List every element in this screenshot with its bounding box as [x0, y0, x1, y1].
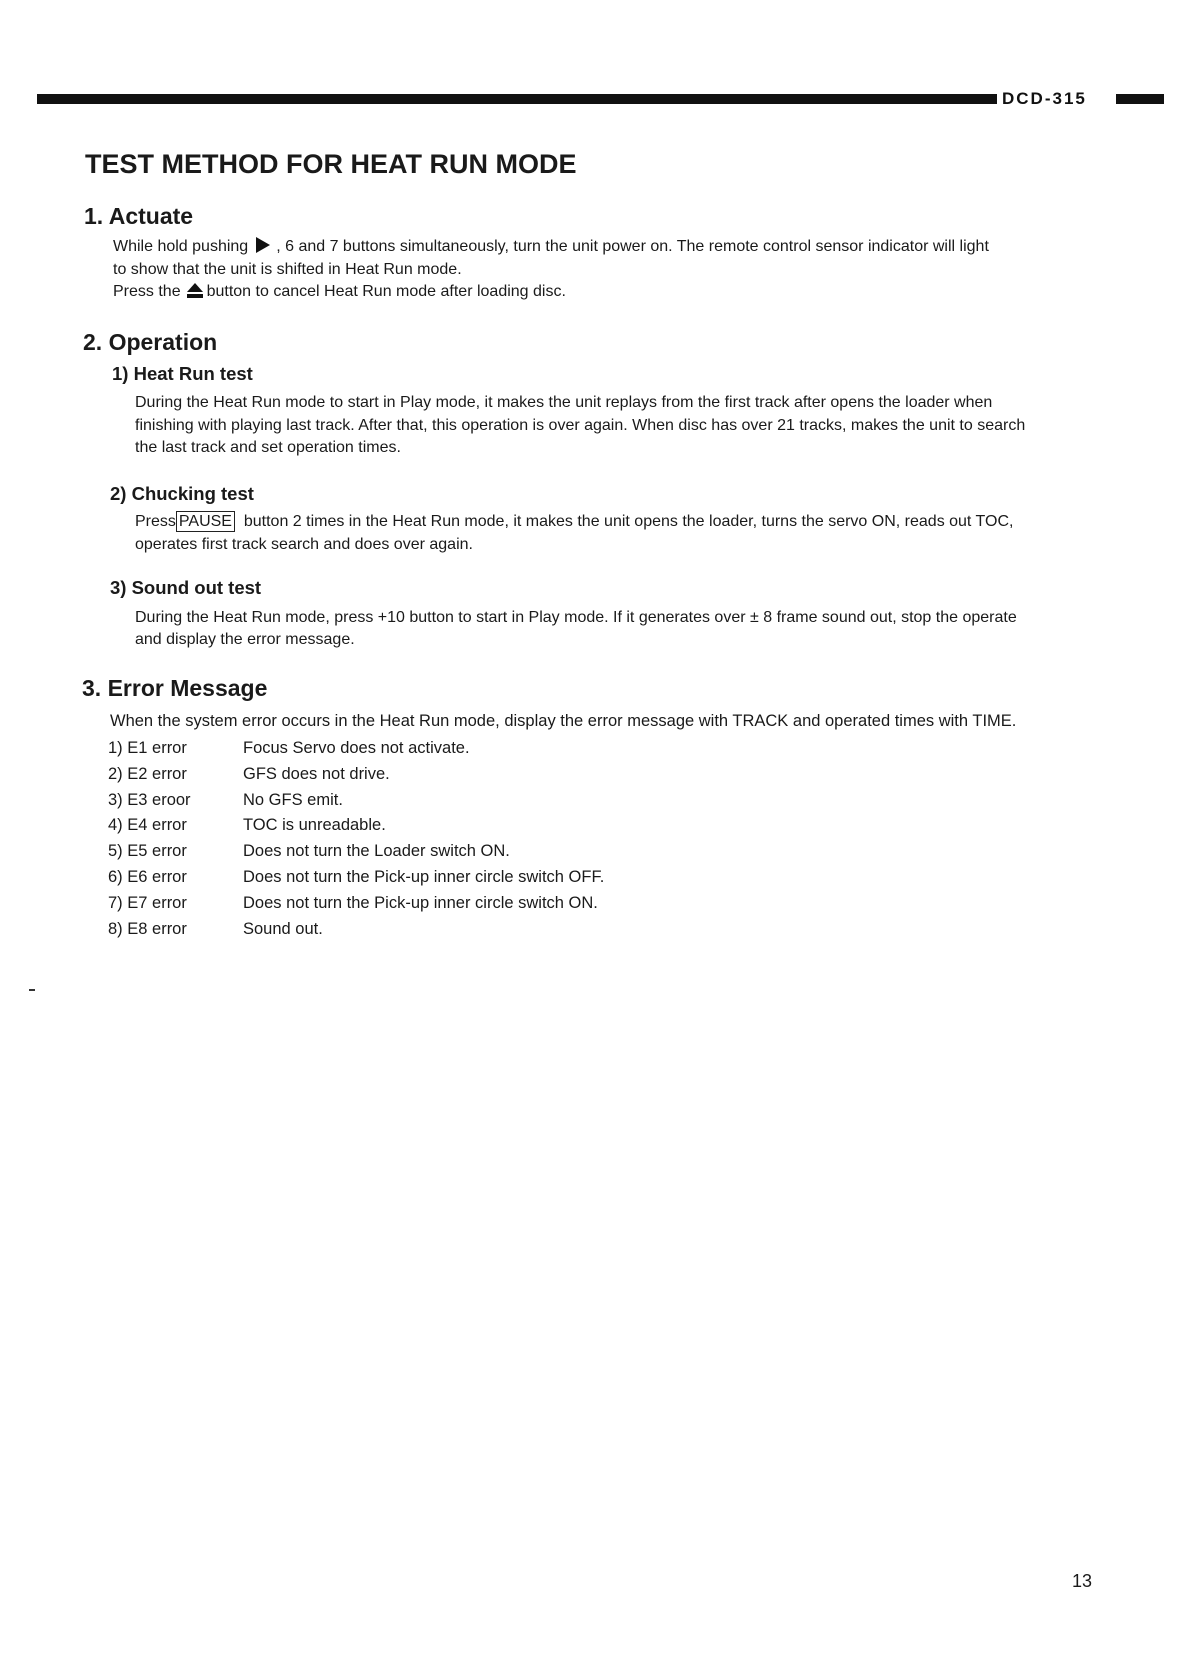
operation-heading: 2. Operation	[83, 329, 218, 355]
actuate-line-1	[113, 236, 989, 259]
pause-key-label: PAUSE	[176, 511, 235, 532]
actuate-line-3	[113, 281, 566, 304]
play-icon	[256, 237, 270, 253]
error-item	[108, 917, 604, 943]
error-code: 5) E5 error	[108, 842, 187, 861]
actuate-line-3-post: button to cancel Heat Run mode after loading disc.	[206, 283, 566, 300]
error-description: Sound out.	[243, 919, 323, 938]
eject-icon	[187, 283, 203, 298]
sound-out-line-1: During the Heat Run mode, press +10 button to start in Play mode. If it generates over ± 8 frame sound out, stop the operate	[135, 609, 1017, 626]
error-intro: When the system error occurs in the Heat Run mode, display the error message with TRACK and operated times with TIME.	[110, 712, 1017, 730]
error-message-heading: 3. Error Message	[82, 675, 268, 701]
heat-run-line-3: the last track and set operation times.	[135, 439, 401, 456]
heat-run-test-heading: 1) Heat Run test	[112, 363, 253, 384]
error-description: Does not turn the Pick-up inner circle switch ON.	[243, 893, 598, 912]
chucking-line-1-pre: Press	[135, 513, 176, 530]
error-code: 8) E8 error	[108, 919, 187, 938]
actuate-line-1-post: , 6 and 7 buttons simultaneously, turn the unit power on. The remote control sensor indicator will light	[276, 238, 989, 255]
actuate-line-1-pre: While hold pushing	[113, 238, 249, 255]
error-item	[108, 736, 604, 762]
page-number: 13	[1072, 1571, 1093, 1591]
header-rule-left	[37, 94, 997, 104]
error-code: 3) E3 eroor	[108, 790, 191, 809]
actuate-line-2: to show that the unit is shifted in Heat Run mode.	[113, 261, 462, 278]
heat-run-line-1: During the Heat Run mode to start in Play mode, it makes the unit replays from the first track after opens the loader when	[135, 394, 993, 411]
error-description: TOC is unreadable.	[243, 816, 386, 835]
error-item	[108, 762, 604, 788]
heat-run-line-2: finishing with playing last track. After that, this operation is over again. When disc has over 21 tracks, makes the unit to search	[135, 417, 1026, 434]
error-code: 4) E4 error	[108, 816, 187, 835]
sound-out-line-2: and display the error message.	[135, 631, 355, 648]
page-title: TEST METHOD FOR HEAT RUN MODE	[85, 149, 577, 179]
model-label: DCD-315	[1002, 89, 1087, 108]
error-item	[108, 865, 604, 891]
error-code: 1) E1 error	[108, 739, 187, 757]
chucking-line-1-post: button 2 times in the Heat Run mode, it makes the unit opens the loader, turns the servo ON, reads out TOC,	[243, 513, 1014, 530]
error-description: Does not turn the Pick-up inner circle switch OFF.	[243, 867, 605, 886]
header-rule-right	[1116, 94, 1164, 104]
error-code: 7) E7 error	[108, 893, 187, 912]
error-item	[108, 891, 604, 917]
error-item	[108, 788, 604, 814]
sound-out-test-heading: 3) Sound out test	[110, 577, 262, 598]
error-code: 6) E6 error	[108, 867, 187, 886]
actuate-heading: 1. Actuate	[84, 203, 194, 229]
error-list	[108, 736, 604, 942]
error-description: No GFS emit.	[243, 790, 343, 809]
margin-mark	[29, 989, 35, 991]
error-description: GFS does not drive.	[243, 764, 390, 783]
chucking-line-2: operates first track search and does over again.	[135, 536, 473, 553]
chucking-test-heading: 2) Chucking test	[110, 483, 254, 504]
error-item	[108, 813, 604, 839]
error-description: Focus Servo does not activate.	[243, 739, 470, 757]
actuate-line-3-pre: Press the	[113, 283, 181, 300]
error-description: Does not turn the Loader switch ON.	[243, 842, 510, 861]
error-code: 2) E2 error	[108, 764, 187, 783]
error-item	[108, 839, 604, 865]
chucking-line-1	[135, 511, 1013, 534]
